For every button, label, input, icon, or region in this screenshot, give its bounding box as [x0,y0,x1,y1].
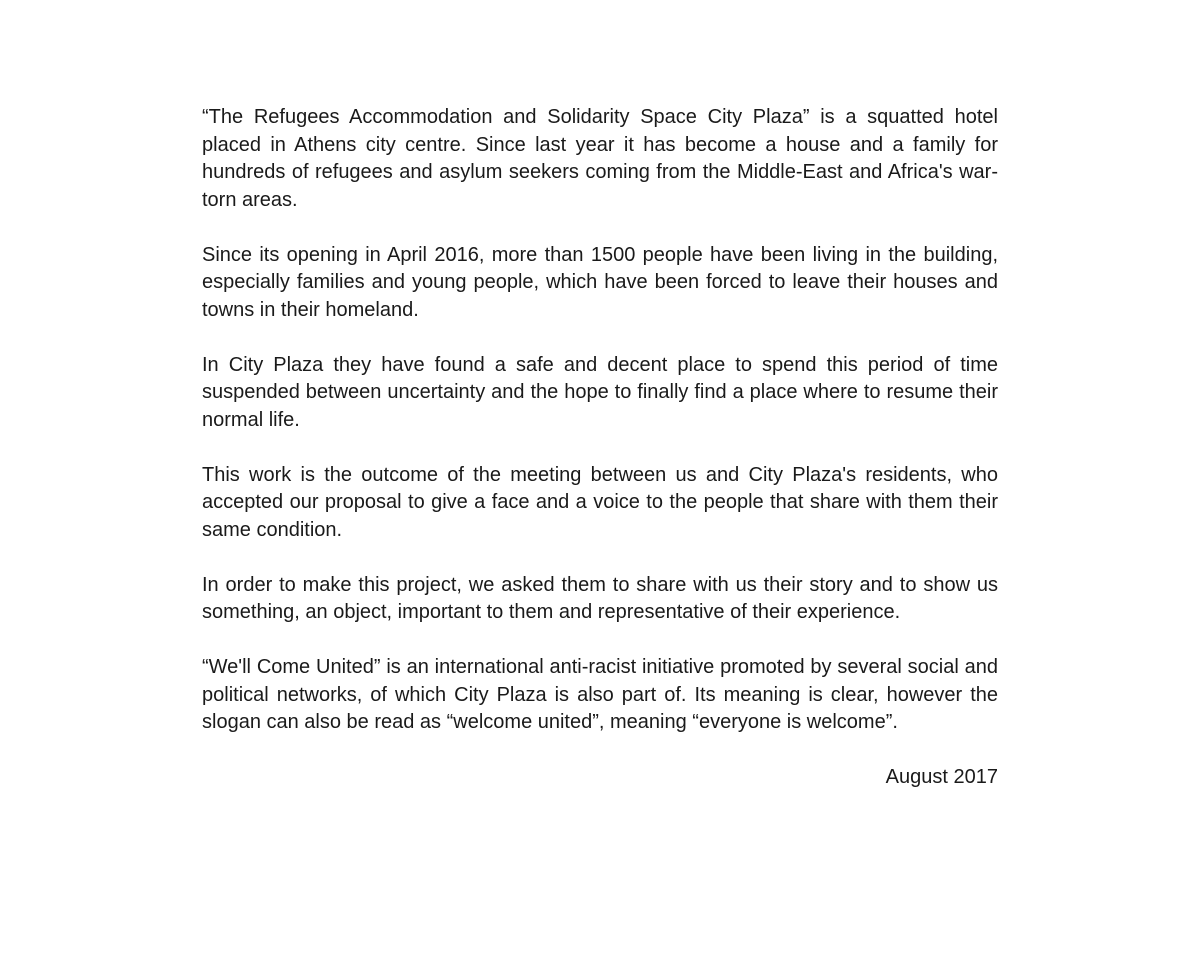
paragraph-safe-place: In City Plaza they have found a safe and decent place to spend this period of time suspended between uncertainty and the hope to finally find a place where to resume their normal life. [202,353,998,431]
paragraph-opening-history: Since its opening in April 2016, more than 1500 people have been living in the building, especially families and young people, which have been forced to leave their houses and towns in their homeland. [202,243,998,321]
document-date: August 2017 [885,766,998,788]
paragraph-city-plaza-intro: “The Refugees Accommodation and Solidarity Space City Plaza” is a squatted hotel placed in Athens city centre. Since last year it has become a house and a family for hundreds of refugees and asylum seekers coming from the Middle-East and Africa's war-torn areas. [202,106,998,211]
paragraph-work-outcome: This work is the outcome of the meeting between us and City Plaza's residents, who accepted our proposal to give a face and a voice to the people that share with them their same condition. [202,463,998,541]
paragraph-well-come-united: “We'll Come United” is an international anti-racist initiative promoted by several social and political networks, of which City Plaza is also part of. Its meaning is clear, however the slogan can also be read as “welcome united”, meaning “everyone is welcome”. [202,656,998,733]
paragraph-project-method: In order to make this project, we asked them to share with us their story and to show us something, an object, important to them and representative of their experience. [202,573,998,623]
document-body [202,104,998,792]
